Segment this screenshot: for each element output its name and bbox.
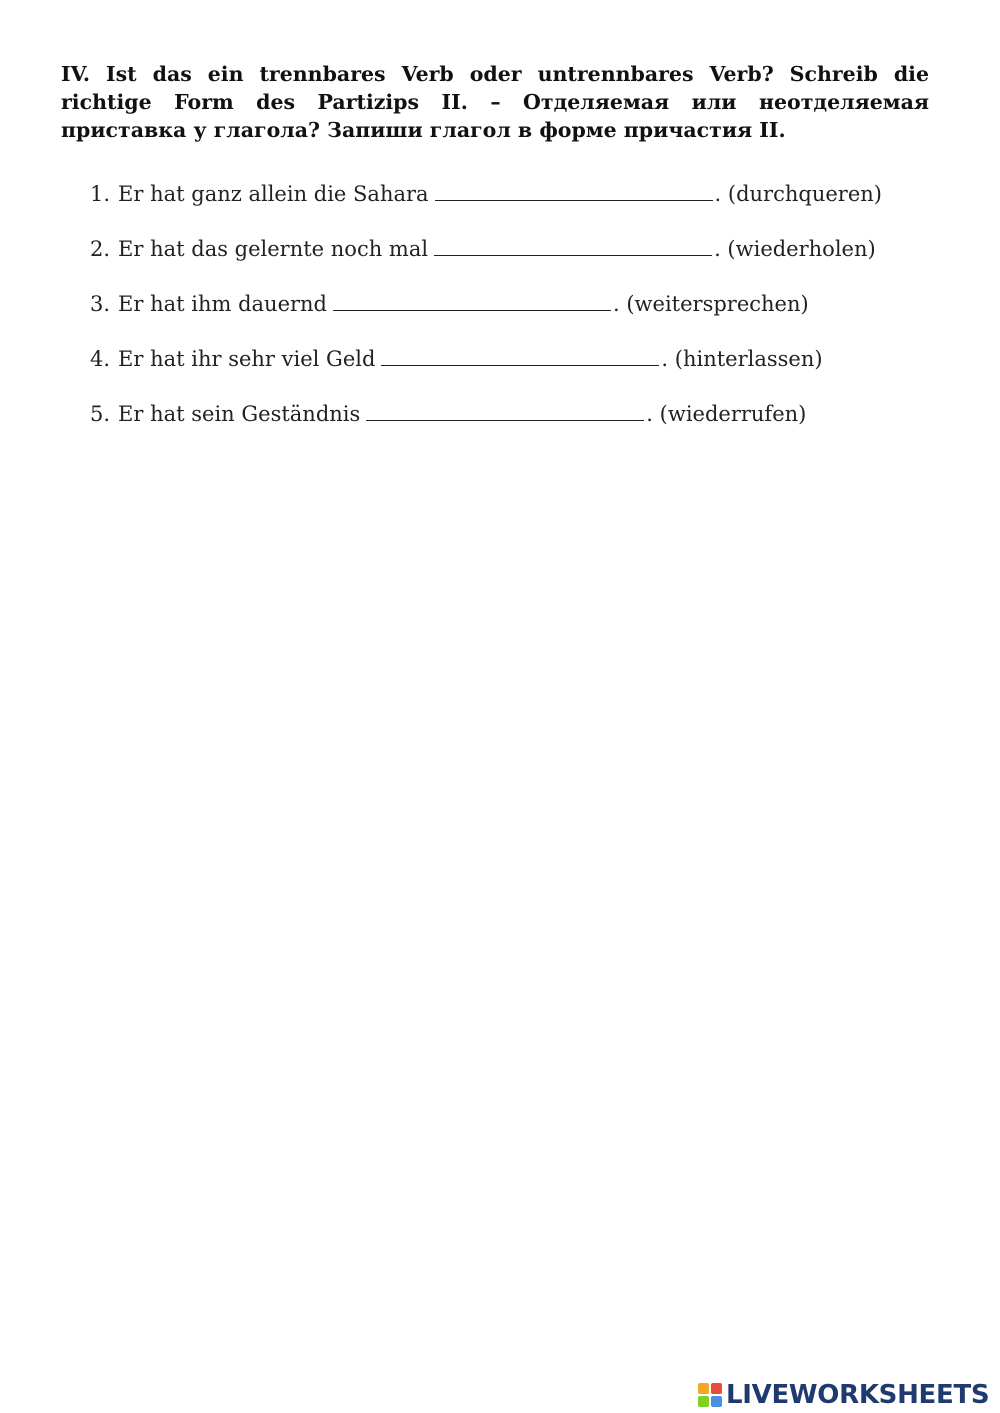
exercise-item-4 — [90, 342, 882, 397]
logo-square-4 — [711, 1396, 722, 1407]
item-sentence: Er hat ihm dauernd — [118, 292, 328, 316]
item-number: 3. — [90, 292, 111, 316]
answer-blank-3[interactable] — [333, 288, 611, 311]
answer-blank-1[interactable] — [435, 178, 713, 201]
item-number: 4. — [90, 347, 111, 371]
item-sentence: Er hat ganz allein die Sahara — [118, 182, 429, 206]
answer-blank-4[interactable] — [381, 343, 659, 366]
item-number: 5. — [90, 402, 111, 426]
liveworksheets-logo-icon — [698, 1383, 722, 1407]
exercise-item-5 — [90, 397, 882, 452]
answer-blank-2[interactable] — [434, 233, 712, 256]
item-hint: . (hinterlassen) — [661, 347, 823, 371]
item-hint: . (wiederrufen) — [646, 402, 807, 426]
item-hint: . (wiederholen) — [714, 237, 876, 261]
logo-square-3 — [698, 1396, 709, 1407]
exercise-item-1 — [90, 177, 882, 232]
exercise-item-2 — [90, 232, 882, 287]
item-sentence: Er hat ihr sehr viel Geld — [118, 347, 376, 371]
exercise-item-3 — [90, 287, 882, 342]
item-hint: . (durchqueren) — [714, 182, 882, 206]
logo-square-1 — [698, 1383, 709, 1394]
item-hint: . (weitersprechen) — [613, 292, 809, 316]
item-sentence: Er hat sein Geständnis — [118, 402, 361, 426]
answer-blank-5[interactable] — [366, 398, 644, 421]
exercise-list — [90, 177, 882, 452]
liveworksheets-logo — [698, 1378, 989, 1412]
logo-square-2 — [711, 1383, 722, 1394]
item-number: 1. — [90, 182, 111, 206]
instruction-text: IV. Ist das ein trennbares Verb oder untrennbares Verb? Schreib die richtige Form des Partizips II. – Отделяемая или неотделяемая приставка у глагола? Запиши глагол в форме причастия II. — [61, 62, 929, 142]
item-number: 2. — [90, 237, 111, 261]
logo-text: LIVEWORKSHEETS — [726, 1380, 990, 1410]
item-sentence: Er hat das gelernte noch mal — [118, 237, 429, 261]
